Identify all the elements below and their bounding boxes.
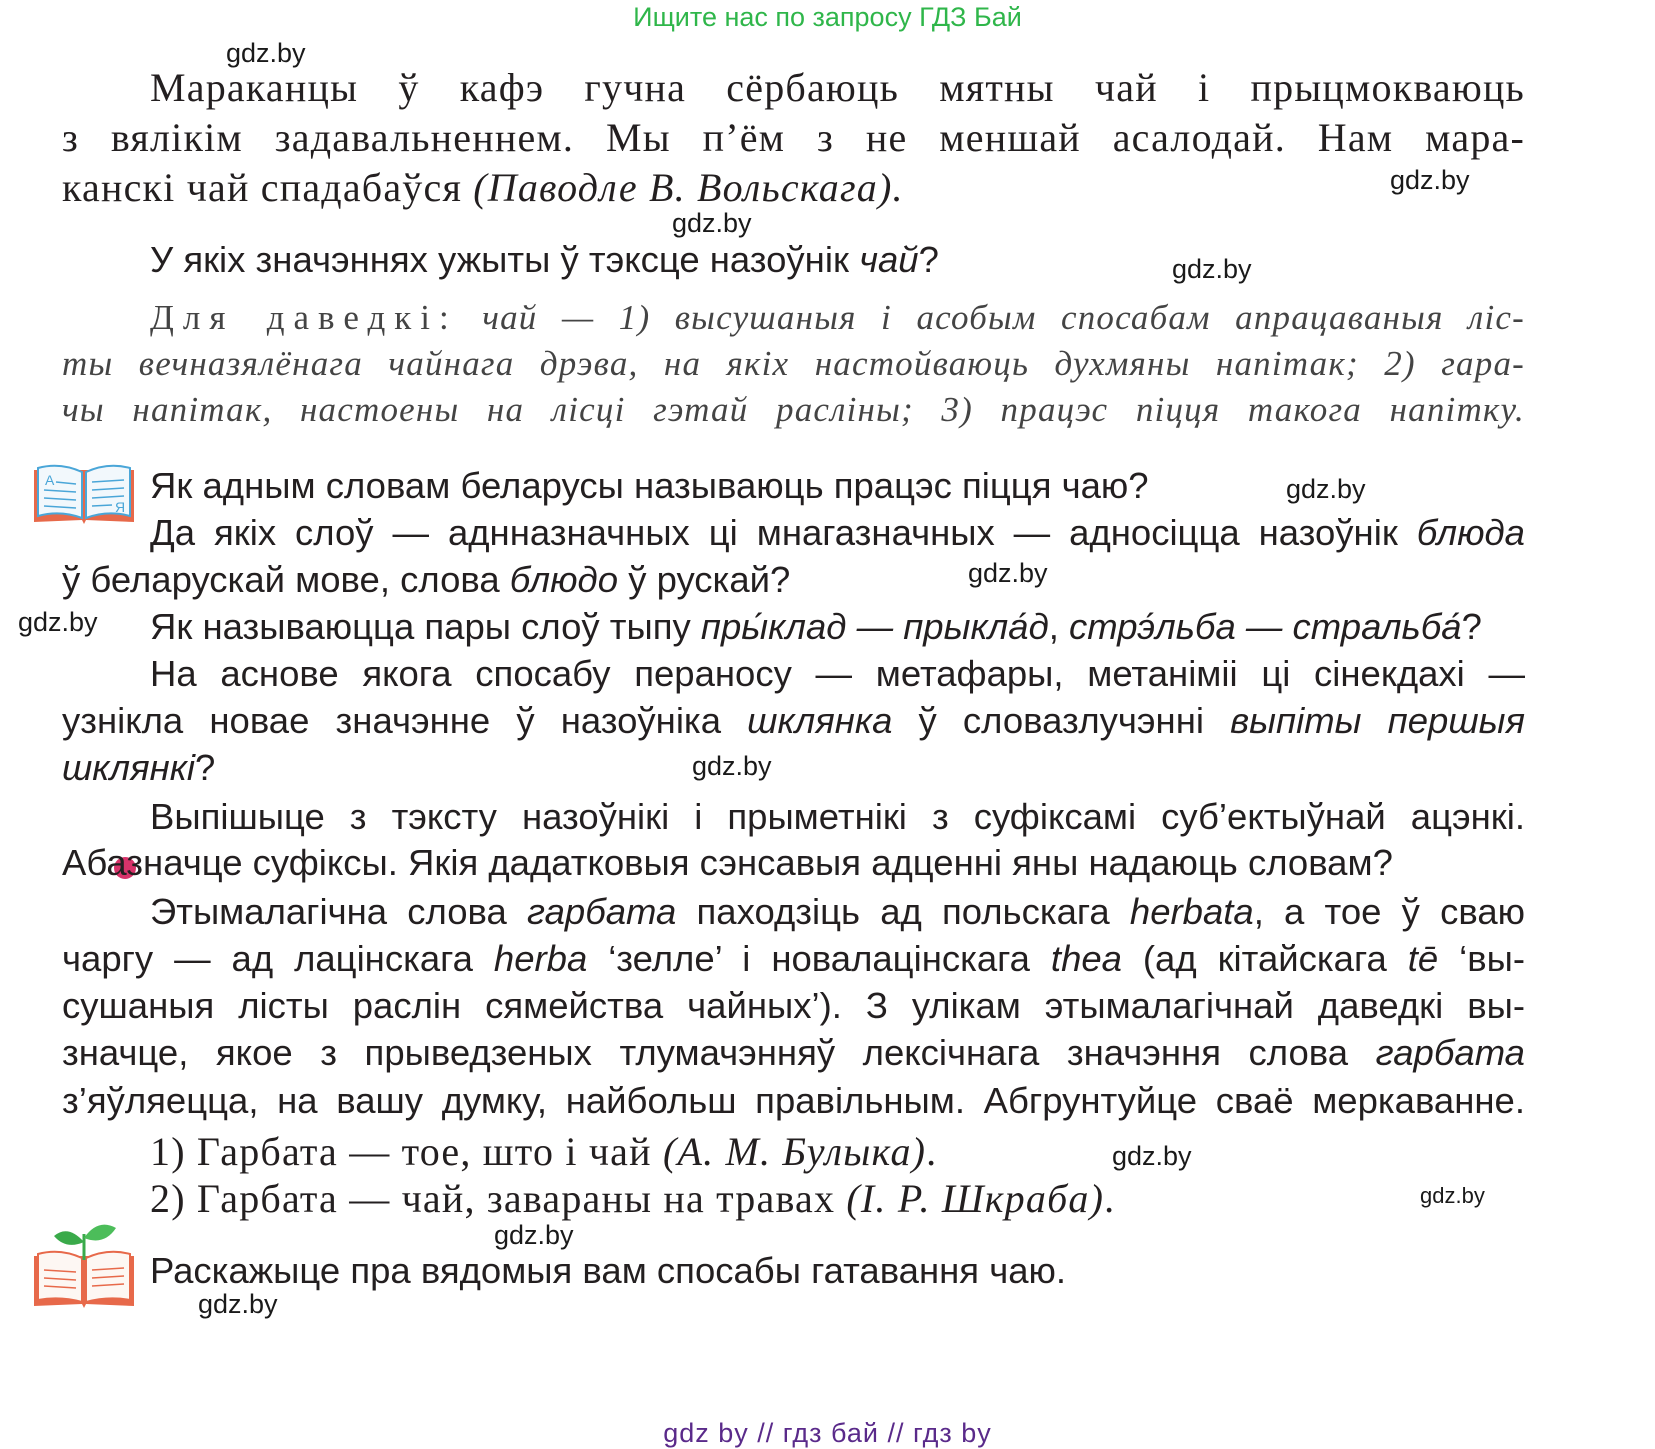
passage-source: (Паводле В. Вольскага). bbox=[473, 165, 904, 210]
watermark: gdz.by bbox=[226, 38, 306, 68]
sprout-book-icon bbox=[30, 1220, 138, 1312]
etymology-line-2: чаргу — ад лацінскага herba ‘зелле’ і новалацінскага thea (ад кітайскага tē ‘вы- bbox=[62, 938, 1526, 979]
reference-line-3: чы напітак, настоены на лісці гэтай расліны; 3) працэс піцця такога напітку. bbox=[62, 390, 1525, 429]
dictionary-book-icon bbox=[30, 460, 138, 528]
etymology-line-3: сушаныя лісты раслін сямейства чайных’). З улікам этымалагічнай даведкі вы- bbox=[62, 985, 1525, 1026]
question-transfer-line-1: На аснове якога спосабу пераносу — метафары, метаніміі ці сінекдахі — bbox=[150, 653, 1525, 694]
question-blyuda-line-2: ў беларускай мове, слова блюдо ў рускай? bbox=[62, 559, 791, 600]
watermark: gdz.by bbox=[18, 607, 98, 637]
passage-line-3: канскі чай спадабаўся (Паводле В. Вольскага). bbox=[62, 165, 904, 210]
task-line-1: Выпішыце з тэксту назоўнікі і прыметнікі з суфіксамі суб’ектыўнай ацэнкі. bbox=[150, 796, 1525, 837]
question-tea-methods: Раскажыце пра вядомыя вам спосабы гатавання чаю. bbox=[150, 1250, 1067, 1291]
reference-line-1: Для даведкі: чай — 1) высушаныя і асобым спосабам апрацаваныя ліс- bbox=[150, 298, 1525, 337]
question-transfer-line-3: шклянкі? bbox=[62, 747, 216, 788]
footer-watermark: gdz by // гдз бай // гдз by bbox=[663, 1418, 992, 1448]
etymology-line-5: з’яўляецца, на вашу думку, найбольш правільным. Абгрунтуйце сваё меркаванне. bbox=[62, 1080, 1525, 1121]
watermark: gdz.by bbox=[692, 751, 772, 781]
reference-label: Для даведкі: bbox=[150, 298, 458, 337]
question-blyuda-line-1: Да якіх слоў — аднназначных ці мнагазначных — адносіцца назоўнік блюда bbox=[150, 512, 1525, 553]
passage-line-1: Мараканцы ў кафэ гучна сёрбаюць мятны чай і прыцмокваюць bbox=[150, 65, 1525, 110]
dict-letter-a: А bbox=[45, 472, 55, 488]
question-tea-drinking: Як адным словам беларусы называюць працэс піцця чаю? bbox=[150, 465, 1149, 506]
dict-letter-ya: Я bbox=[115, 499, 126, 515]
watermark: gdz.by bbox=[1172, 254, 1252, 284]
question-meanings: У якіх значэннях ужыты ў тэксце назоўнік чай? bbox=[150, 239, 939, 280]
watermark: gdz.by bbox=[198, 1289, 278, 1319]
definition-2: 2) Гарбата — чай, завараны на травах (І. Р. Шкраба). bbox=[150, 1176, 1116, 1221]
definition-1: 1) Гарбата — тое, што і чай (А. М. Булыка). bbox=[150, 1129, 938, 1174]
passage-line-2: з вялікім задавальненнем. Мы п’ём з не меншай асалодай. Нам мара- bbox=[62, 115, 1525, 160]
etymology-line-4: значце, якое з прыведзеных тлумачэнняў лексічнага значэння слова гарбата bbox=[62, 1032, 1525, 1073]
question-word-pairs: Як называюцца пары слоў тыпу пры́клад — прыкла́д, стрэ́льба — стральба́? bbox=[150, 606, 1482, 647]
reference-line-2: ты вечназялёнага чайнага дрэва, на якіх настойваюць духмяны напітак; 2) гара- bbox=[62, 344, 1525, 383]
watermark: gdz.by bbox=[1112, 1141, 1192, 1171]
watermark: gdz.by bbox=[1286, 474, 1366, 504]
watermark: gdz.by bbox=[1420, 1183, 1485, 1208]
watermark: gdz.by bbox=[1390, 165, 1470, 195]
task-line-2: Абазначце суфіксы. Якія дадатковыя сэнсавыя адценні яны надаюць словам? bbox=[62, 842, 1393, 883]
question-transfer-line-2: узнікла новае значэнне ў назоўніка шклянка ў словазлучэнні выпіты першыя bbox=[62, 700, 1525, 741]
top-search-note: Ищите нас по запросу ГДЗ Бай bbox=[633, 2, 1022, 32]
watermark: gdz.by bbox=[494, 1220, 574, 1250]
watermark: gdz.by bbox=[968, 558, 1048, 588]
watermark: gdz.by bbox=[672, 208, 752, 238]
etymology-line-1: Этымалагічна слова гарбата паходзіць ад польскага herbata, а тое ў сваю bbox=[150, 891, 1525, 932]
